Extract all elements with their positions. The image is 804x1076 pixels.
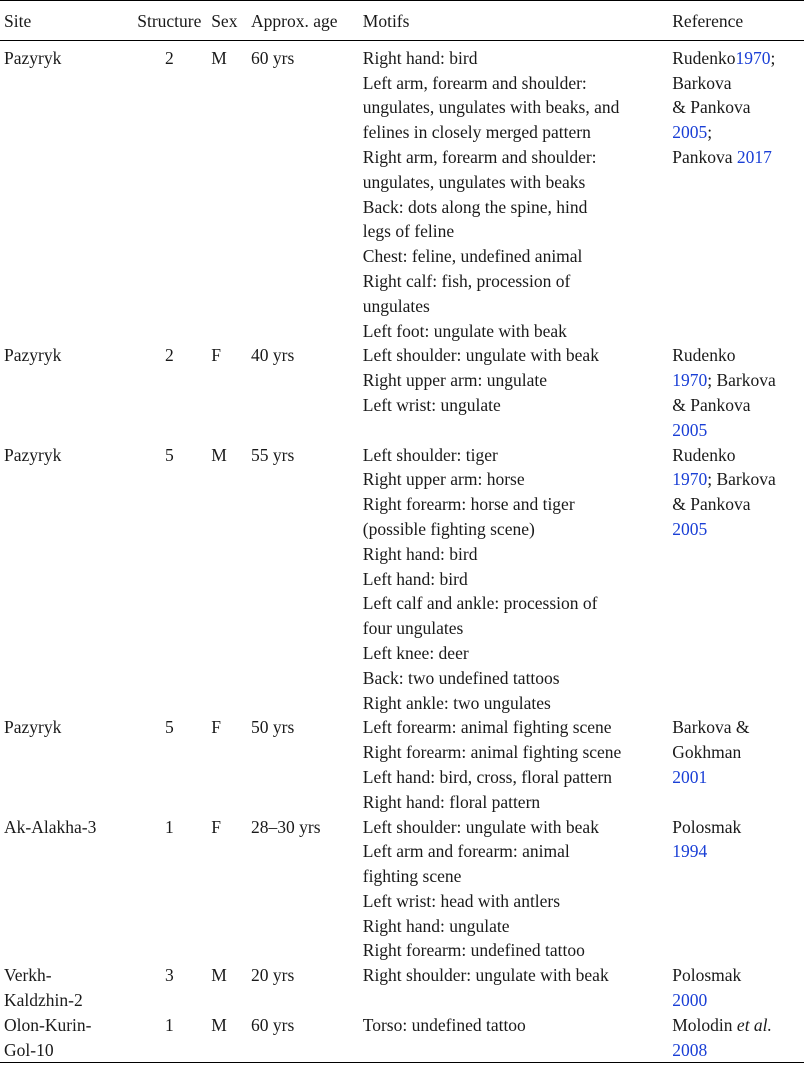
cell-site: Pazyryk [4, 345, 62, 366]
cell-reference [672, 40, 804, 343]
reference-text [672, 46, 804, 170]
motif-entry: Left knee: deer [362, 642, 469, 663]
cell-motifs [363, 1013, 672, 1063]
table-body [0, 40, 804, 1063]
reference-year-link[interactable]: 1970 [672, 370, 708, 391]
cell-reference [672, 715, 804, 814]
cell-structure: 2 [164, 47, 174, 68]
reference-text [672, 963, 804, 1013]
reference-text [672, 815, 804, 865]
header-motifs: Motifs [362, 11, 410, 31]
motif-entry: Left arm, forearm and shoulder: ungulates, ungulates with beaks, and felines in closely merged pattern [362, 72, 620, 143]
table-row [0, 343, 804, 442]
motif-entry: Left wrist: head with antlers [362, 890, 561, 911]
cell-sex: M [211, 965, 227, 986]
reference-author: Molodin [672, 1014, 737, 1035]
motif-entry: Right forearm: undefined tattoo [362, 940, 585, 961]
cell-age: 60 yrs [251, 1014, 295, 1035]
reference-author: ; Pankova [672, 122, 733, 167]
reference-year-link[interactable]: 2000 [672, 990, 708, 1011]
motif-entry: Left calf and ankle: procession of four ungulates [362, 593, 598, 639]
reference-author: Polosmak [672, 965, 742, 986]
table-row [0, 715, 804, 814]
motif-entry: Left forearm: animal fighting scene [362, 717, 612, 738]
reference-author: Rudenko [672, 47, 736, 68]
cell-reference [672, 443, 804, 716]
motif-entry: Left shoulder: ungulate with beak [362, 345, 599, 366]
cell-reference [672, 1013, 804, 1063]
motif-entry: Left shoulder: ungulate with beak [362, 816, 599, 837]
motif-entry: Right hand: bird [362, 47, 478, 68]
cell-sex: F [211, 717, 221, 738]
motif-entry: Right hand: floral pattern [362, 791, 541, 812]
cell-motifs [363, 963, 672, 1013]
motif-entry: Right upper arm: horse [362, 469, 525, 490]
motif-entry: Left foot: ungulate with beak [362, 320, 567, 341]
motif-entry: Torso: undefined tattoo [362, 1014, 526, 1035]
cell-reference [672, 963, 804, 1013]
motif-entry: Right forearm: horse and tiger (possible fighting scene) [362, 494, 575, 539]
reference-author: ; Barkova & Pankova [672, 370, 776, 415]
reference-year-link[interactable]: 2017 [736, 146, 772, 167]
cell-age: 55 yrs [251, 444, 295, 465]
reference-year-link[interactable]: 2005 [672, 122, 708, 143]
reference-year-link[interactable]: 2005 [672, 419, 708, 440]
reference-author: et al. [736, 1014, 772, 1035]
cell-motifs [363, 715, 672, 814]
reference-author: Barkova & Gokhman [672, 717, 750, 763]
reference-author: Rudenko [672, 345, 736, 366]
reference-year-link[interactable]: 1970 [672, 469, 708, 490]
motif-entry: Back: dots along the spine, hind legs of feline [362, 196, 588, 242]
motif-entry: Right hand: bird [362, 543, 478, 564]
header-site: Site [4, 11, 32, 31]
table-row [0, 963, 804, 1013]
header-age: Approx. age [251, 11, 338, 31]
reference-text [672, 1013, 804, 1063]
cell-site: Pazyryk [4, 47, 62, 68]
reference-year-link[interactable]: 2001 [672, 766, 708, 787]
cell-motifs [363, 343, 672, 442]
motif-entry: Right arm, forearm and shoulder: ungulates, ungulates with beaks [362, 146, 597, 192]
motif-entry: Left hand: bird [362, 568, 468, 589]
cell-site: Olon-Kurin- Gol-10 [4, 1014, 92, 1060]
cell-motifs [363, 815, 672, 964]
cell-age: 28–30 yrs [251, 816, 321, 837]
cell-age: 40 yrs [251, 345, 295, 366]
cell-age: 50 yrs [251, 717, 295, 738]
reference-year-link[interactable]: 2008 [672, 1039, 708, 1060]
motif-entry: Right upper arm: ungulate [362, 370, 547, 391]
cell-sex: F [211, 345, 221, 366]
motif-entry: Right ankle: two ungulates [362, 692, 551, 713]
cell-sex: M [211, 1014, 227, 1035]
cell-structure: 3 [164, 965, 174, 986]
motif-entry: Left shoulder: tiger [362, 444, 498, 465]
reference-text [672, 715, 804, 789]
table-header [0, 1, 804, 41]
table-row [0, 815, 804, 964]
reference-text [672, 343, 804, 442]
reference-text [672, 443, 804, 542]
cell-site: Verkh- Kaldzhin-2 [4, 965, 83, 1011]
cell-sex: M [211, 47, 227, 68]
motif-entry: Right forearm: animal fighting scene [362, 742, 622, 763]
motif-entry: Right calf: fish, procession of ungulates [362, 270, 571, 316]
cell-site: Pazyryk [4, 444, 62, 465]
reference-author: ; Barkova & Pankova [672, 469, 776, 515]
motif-entry: Chest: feline, undefined animal [362, 246, 583, 267]
table-row [0, 443, 804, 716]
cell-site: Pazyryk [4, 717, 62, 738]
header-structure: Structure [137, 11, 202, 31]
cell-reference [672, 815, 804, 964]
header-sex: Sex [211, 11, 238, 31]
cell-age: 60 yrs [251, 47, 295, 68]
header-reference: Reference [672, 11, 744, 31]
motif-entry: Back: two undefined tattoos [362, 667, 560, 688]
cell-sex: M [211, 444, 227, 465]
reference-year-link[interactable]: 2005 [672, 518, 708, 539]
table-row [0, 1013, 804, 1063]
reference-author: Polosmak [672, 816, 742, 837]
cell-structure: 5 [164, 717, 174, 738]
header-row [0, 1, 804, 41]
cell-motifs [363, 443, 672, 716]
motif-entry: Left wrist: ungulate [362, 394, 501, 415]
cell-age: 20 yrs [251, 965, 295, 986]
motif-entry: Left hand: bird, cross, floral pattern [362, 766, 613, 787]
cell-structure: 5 [164, 444, 174, 465]
table-row [0, 40, 804, 343]
cell-structure: 1 [164, 1014, 174, 1035]
cell-structure: 1 [164, 816, 174, 837]
reference-year-link[interactable]: 1970 [735, 47, 771, 68]
cell-sex: F [211, 816, 221, 837]
motif-entry: Right shoulder: ungulate with beak [362, 965, 609, 986]
cell-structure: 2 [164, 345, 174, 366]
reference-year-link[interactable]: 1994 [672, 841, 708, 862]
motif-entry: Right hand: ungulate [362, 915, 510, 936]
reference-author: ; Barkova & Pankova [672, 47, 776, 118]
motif-entry: Left arm and forearm: animal fighting scene [362, 841, 570, 887]
cell-motifs [363, 40, 672, 343]
reference-author: Rudenko [672, 444, 736, 465]
cell-site: Ak-Alakha-3 [4, 816, 97, 837]
cell-reference [672, 343, 804, 442]
